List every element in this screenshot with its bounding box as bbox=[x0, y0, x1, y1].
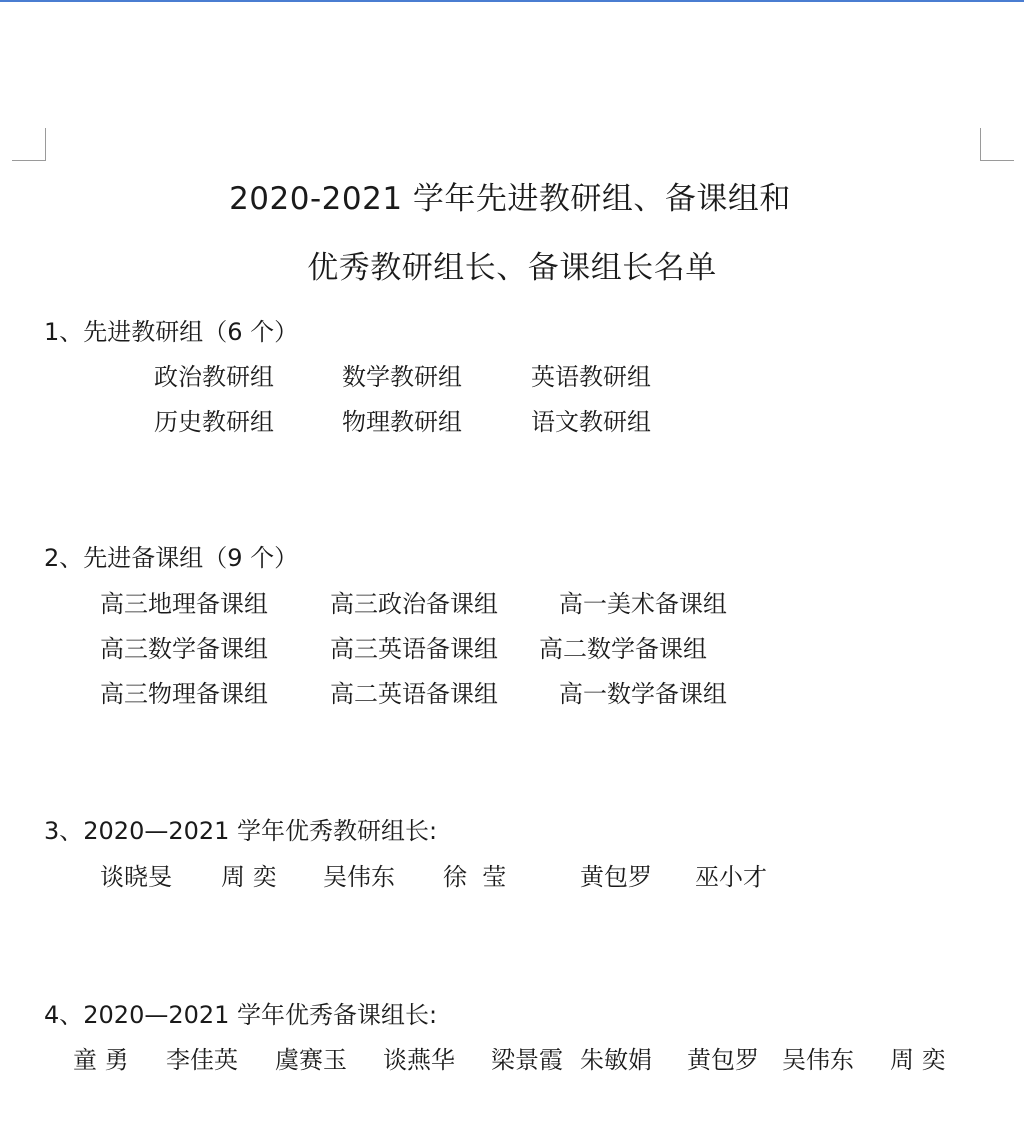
research-leader-name: 谈晓旻 bbox=[100, 863, 172, 891]
advanced-lesson-group: 高一数学备课组 bbox=[559, 680, 727, 708]
section-1-heading: 1、先进教研组（6 个） bbox=[44, 318, 299, 346]
lesson-leader-name: 李佳英 bbox=[166, 1046, 238, 1074]
document-title-line-1: 2020-2021 学年先进教研组、备课组和 bbox=[229, 181, 791, 217]
section-4-heading: 4、2020—2021 学年优秀备课组长: bbox=[44, 1001, 438, 1029]
section-2-heading: 2、先进备课组（9 个） bbox=[44, 544, 299, 572]
advanced-lesson-group: 高三数学备课组 bbox=[100, 635, 268, 663]
crop-mark-top-right bbox=[980, 128, 1014, 161]
lesson-leader-name: 梁景霞 bbox=[491, 1046, 563, 1074]
crop-mark-top-left bbox=[12, 128, 46, 161]
lesson-leader-name: 吴伟东 bbox=[782, 1046, 854, 1074]
research-leader-name: 周 奕 bbox=[221, 863, 277, 891]
advanced-lesson-group: 高三政治备课组 bbox=[330, 590, 498, 618]
lesson-leader-name: 朱敏娟 bbox=[580, 1046, 652, 1074]
advanced-lesson-group: 高二数学备课组 bbox=[539, 635, 707, 663]
advanced-research-group: 英语教研组 bbox=[531, 363, 651, 391]
lesson-leader-name: 童 勇 bbox=[73, 1046, 129, 1074]
research-leader-name: 黄包罗 bbox=[580, 863, 652, 891]
lesson-leader-name: 黄包罗 bbox=[687, 1046, 759, 1074]
advanced-research-group: 物理教研组 bbox=[342, 408, 462, 436]
advanced-lesson-group: 高三地理备课组 bbox=[100, 590, 268, 618]
research-leader-name: 吴伟东 bbox=[323, 863, 395, 891]
advanced-research-group: 数学教研组 bbox=[342, 363, 462, 391]
research-leader-name: 巫小才 bbox=[695, 863, 767, 891]
advanced-lesson-group: 高一美术备课组 bbox=[559, 590, 727, 618]
advanced-lesson-group: 高二英语备课组 bbox=[330, 680, 498, 708]
advanced-lesson-group: 高三物理备课组 bbox=[100, 680, 268, 708]
advanced-lesson-group: 高三英语备课组 bbox=[330, 635, 498, 663]
top-border-line bbox=[0, 0, 1024, 2]
lesson-leader-name: 谈燕华 bbox=[383, 1046, 455, 1074]
section-3-heading: 3、2020—2021 学年优秀教研组长: bbox=[44, 817, 438, 845]
lesson-leader-name: 虞赛玉 bbox=[275, 1046, 347, 1074]
advanced-research-group: 语文教研组 bbox=[531, 408, 651, 436]
document-title-line-2: 优秀教研组长、备课组长名单 bbox=[307, 250, 717, 286]
advanced-research-group: 历史教研组 bbox=[154, 408, 274, 436]
research-leader-name: 徐 莹 bbox=[443, 863, 507, 891]
lesson-leader-name: 周 奕 bbox=[890, 1046, 946, 1074]
advanced-research-group: 政治教研组 bbox=[154, 363, 274, 391]
